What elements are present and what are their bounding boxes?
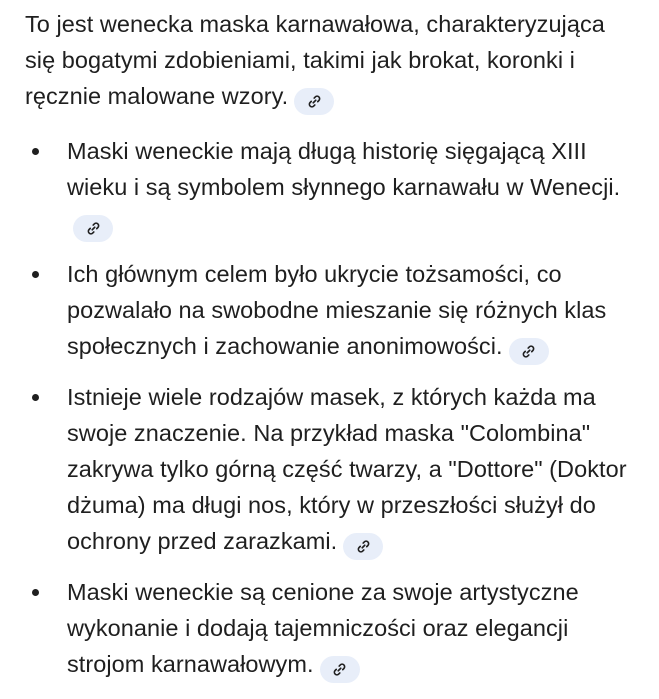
list-item: [25, 574, 635, 683]
list-item: [25, 256, 635, 365]
link-icon: [521, 344, 536, 359]
list-item-text: Maski weneckie są cenione za swoje artystyczne wykonanie i dodają tajemniczości oraz elegancji strojom karnawałowym.: [67, 579, 579, 677]
intro-text: To jest wenecka maska karnawałowa, charakteryzująca się bogatymi zdobieniami, takimi jak brokat, koronki i ręcznie malowane wzory.: [25, 11, 605, 109]
link-icon: [86, 221, 101, 236]
response-body: [25, 6, 635, 697]
link-icon: [356, 539, 371, 554]
source-link-button[interactable]: [320, 656, 360, 683]
bullet-dot: [32, 271, 39, 278]
source-link-button[interactable]: [294, 88, 334, 115]
link-icon: [332, 662, 347, 677]
bullet-dot: [32, 394, 39, 401]
source-link-button[interactable]: [509, 338, 549, 365]
list-item-text: Istnieje wiele rodzajów masek, z których każda ma swoje znaczenie. Na przykład maska "Colombina" zakrywa tylko górną część twarzy, a "Dottore" (Doktor dżuma) ma długi nos, który w przeszłości służył do ochrony przed zarazkami.: [67, 384, 627, 554]
list-item-text: Maski weneckie mają długą historię sięgającą XIII wieku i są symbolem słynnego karnawału w Wenecji.: [67, 138, 621, 200]
bullet-dot: [32, 589, 39, 596]
intro-paragraph: [25, 6, 635, 115]
list-item: [25, 379, 635, 560]
list-item: [25, 133, 635, 242]
source-link-button[interactable]: [73, 215, 113, 242]
bullet-dot: [32, 148, 39, 155]
link-icon: [307, 94, 322, 109]
bullet-list: [25, 133, 635, 683]
list-item-text: Ich głównym celem było ukrycie tożsamości, co pozwalało na swobodne mieszanie się różnych klas społecznych i zachowanie anonimowości.: [67, 261, 607, 359]
source-link-button[interactable]: [343, 533, 383, 560]
